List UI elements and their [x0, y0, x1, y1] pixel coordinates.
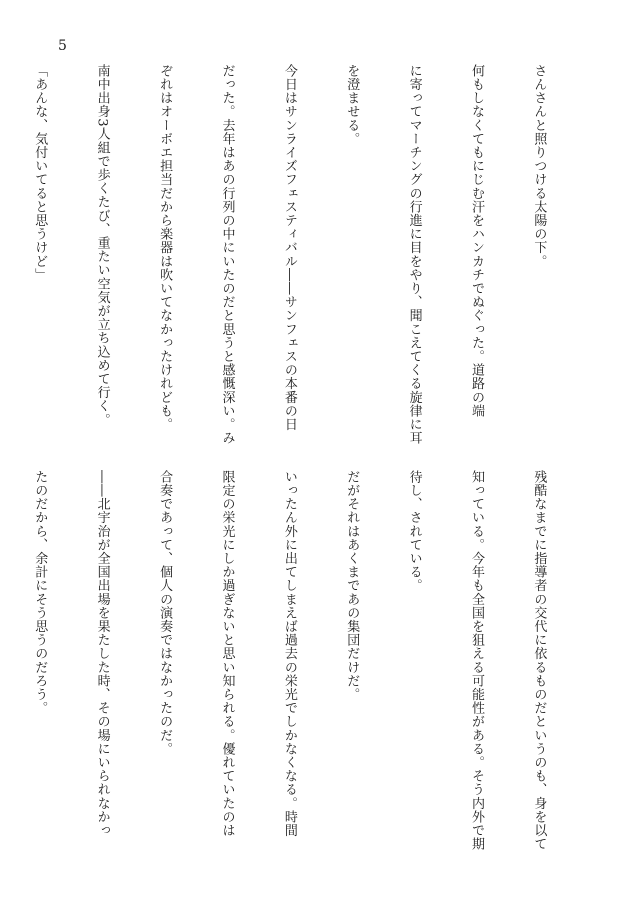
page-number: 5: [58, 38, 67, 54]
text-line: 「あんな、気付いてると思うけど」: [32, 64, 48, 282]
text-line: 何もしなくてもにじむ汗をハンカチでぬぐった。道路の端: [469, 64, 485, 418]
text-line: 今日はサンライズフェスティバル――サンフェスの本番の日: [281, 64, 297, 432]
text-line: 合奏であって、個人の演奏ではなかったのだ。: [157, 470, 173, 756]
text-line: だがそれはあくまであの集団だけだ。: [344, 470, 360, 702]
text-line: ぞれはオーボエ担当だから楽器は吹いてなかったけれども。: [157, 64, 173, 432]
text-line: を澄ませる。: [344, 64, 360, 146]
text-line: に寄ってマーチングの行進に目をやり、聞こえてくる旋律に耳: [406, 64, 422, 445]
text-line: ――北宇治が全国出場を果たした時、その場にいられなかっ: [94, 470, 110, 838]
text-line: たのだから、余計にそう思うのだろう。: [32, 470, 48, 715]
text-line: 残酷なまでに指導者の交代に依るものだというのも、身を以て: [531, 470, 547, 851]
text-line: さんさんと照りつける太陽の下。: [531, 64, 547, 268]
lower-text-block: [0, 470, 590, 851]
text-line: いったん外に出てしまえば過去の栄光でしかなくなる。時間: [281, 470, 297, 838]
text-line: 限定の栄光にしか過ぎないと思い知られる。優れていたのは: [219, 470, 235, 838]
upper-text-block: [0, 64, 590, 468]
text-line: 南中出身3人組で歩くたび、重たい空気が立ち込めて行く。: [94, 64, 110, 427]
text-line: 知っている。今年も全国を狙える可能性がある。そう内外で期: [469, 470, 485, 851]
text-line: だった。去年はあの行列の中にいたのだと思うと感慨深い。み: [219, 64, 235, 445]
text-line: 待し、されている。: [406, 470, 422, 593]
